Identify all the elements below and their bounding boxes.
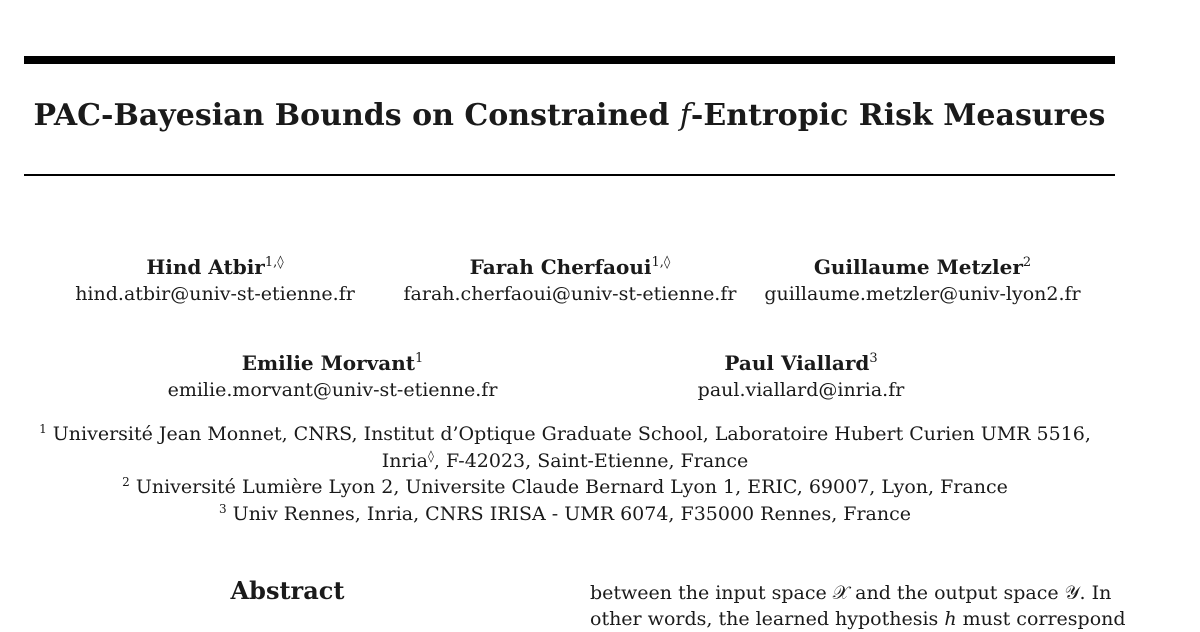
title-text-after: -Entropic Risk Measures [690,98,1106,133]
body-text: and the output space [849,582,1065,604]
top-rule [24,56,1115,64]
body-line-1 [590,580,1120,606]
affiliation-text: , F-42023, Saint-Etienne, France [433,449,749,472]
author-name [400,254,740,280]
affiliation-2 [10,474,1120,501]
author-email: guillaume.metzler@univ-lyon2.fr [764,283,1081,305]
body-line-2 [590,606,1126,632]
author-email: hind.atbir@univ-st-etienne.fr [75,283,355,305]
author-name [755,254,1090,280]
right-column-body [590,580,1126,632]
author-block-morvant [160,350,505,404]
abstract-heading: Abstract [230,576,345,605]
author-name-text: Farah Cherfaoui [469,255,652,279]
author-name-text: Hind Atbir [146,255,265,279]
affiliations [10,421,1120,527]
author-email: farah.cherfaoui@univ-st-etienne.fr [403,283,737,305]
body-text: between the input space [590,582,833,604]
author-block-cherfaoui [400,254,740,308]
author-name [160,350,505,376]
affiliation-3 [10,501,1120,528]
affiliation-1-line-2 [10,448,1120,475]
author-email: paul.viallard@inria.fr [697,379,905,401]
affiliation-sup: 3 [219,501,227,516]
title-math-f: f [679,98,691,133]
affiliation-text: Université Lumière Lyon 2, Universite Claude Bernard Lyon 1, ERIC, 69007, Lyon, France [129,476,1008,498]
author-block-metzler [755,254,1090,308]
author-affil-sup: 1,◊ [264,255,284,270]
paper-title [24,96,1115,136]
author-affil-sup: 1,◊ [651,255,671,270]
affiliation-sup: 2 [122,475,130,489]
author-name [650,350,952,376]
affiliation-1-line-1 [10,421,1120,448]
author-name [60,254,370,280]
affiliation-text: Université Jean Monnet, CNRS, Institut d’Optique Graduate School, Laboratoire Hubert Curien UMR 5516, [46,423,1091,445]
author-email: emilie.morvant@univ-st-etienne.fr [167,379,498,401]
body-text: . In [1079,582,1112,604]
affiliation-text: Inria [381,449,428,472]
body-text: must correspond [956,608,1126,630]
author-affil-sup: 3 [869,351,878,366]
math-symbol-input-space: 𝒳 [832,582,850,604]
author-name-text: Paul Viallard [724,351,870,375]
title-bottom-rule [24,174,1115,176]
author-block-viallard [650,350,952,404]
math-symbol-hypothesis: h [944,608,957,630]
author-block-atbir [60,254,370,308]
math-symbol-output-space: 𝒴 [1064,582,1080,604]
author-name-text: Guillaume Metzler [813,255,1023,279]
affiliation-text: Univ Rennes, Inria, CNRS IRISA - UMR 6074, F35000 Rennes, France [226,502,911,525]
author-affil-sup: 2 [1022,255,1032,270]
body-text: other words, the learned hypothesis [590,608,945,630]
affiliation-sup: ◊ [427,448,434,463]
author-affil-sup: 1 [414,351,424,366]
title-text-before: PAC-Bayesian Bounds on Constrained [33,98,680,133]
affiliation-sup: 1 [39,422,47,436]
author-name-text: Emilie Morvant [241,351,415,375]
